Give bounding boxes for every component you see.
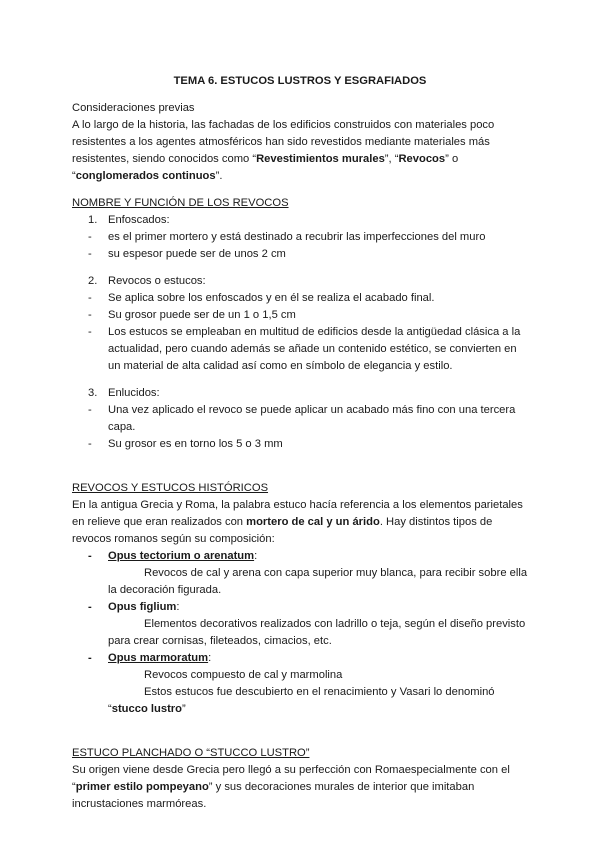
opus-description: Elementos decorativos realizados con ladrillo o teja, según el diseño previsto — [144, 618, 526, 630]
opus-description: Estos estucos fue descubierto en el renacimiento y Vasari lo denominó — [144, 686, 495, 698]
bullet-text-cont: un material de alta calidad así como en símbolo de elegancia y estilo. — [108, 360, 453, 372]
bullet-text-cont: capa. — [108, 421, 136, 433]
opus-marmoratum-label: Opus marmoratum: — [108, 652, 212, 664]
item-label: Enlucidos: — [108, 387, 160, 399]
bullet-text: Su grosor es en torno los 5 o 3 mm — [108, 438, 283, 450]
section-heading-stucco-lustro: ESTUCO PLANCHADO O “STUCCO LUSTRO” — [72, 747, 310, 759]
bullet-dash: - — [88, 292, 92, 304]
opus-description: Revocos compuesto de cal y marmolina — [144, 669, 343, 681]
opus-tectorium-label: Opus tectorium o arenatum: — [108, 550, 258, 562]
opus-figlium-label: Opus figlium: — [108, 601, 180, 613]
opus-description-cont: para crear cornisas, fileteados, cimacios, etc. — [108, 635, 332, 647]
bullet-text: es el primer mortero y está destinado a recubrir las imperfecciones del muro — [108, 231, 486, 243]
section3-line-2: “primer estilo pompeyano” y sus decoraciones murales de interior que imitaban — [72, 781, 475, 793]
bullet-dash: - — [88, 309, 92, 321]
section2-line-2: en relieve que eran realizados con mortero de cal y un árido. Hay distintos tipos de — [72, 516, 493, 528]
intro-line-2: resistentes a los agentes atmosféricos han sido revestidos mediante materiales más — [72, 136, 490, 148]
intro-line-1: A lo largo de la historia, las fachadas de los edificios construidos con materiales poco — [72, 119, 495, 131]
item-number: 3. — [88, 387, 98, 399]
intro-line-3: resistentes, siendo conocidos como “Revestimientos murales”, “Revocos” o — [72, 153, 459, 165]
section-heading-historicos: REVOCOS Y ESTUCOS HISTÓRICOS — [72, 482, 269, 494]
item-number: 2. — [88, 275, 98, 287]
section3-line-3: incrustaciones marmóreas. — [72, 798, 207, 810]
bullet-dash: - — [88, 438, 92, 450]
intro-line-4: “conglomerados continuos”. — [72, 170, 223, 182]
bullet-text-cont: actualidad, pero cuando además se añade un contenido estético, se convierten en — [108, 343, 517, 355]
opus-description-cont: “stucco lustro” — [108, 703, 186, 715]
bullet-dash: - — [88, 326, 92, 338]
section3-line-1: Su origen viene desde Grecia pero llegó a su perfección con Romaespecialmente con el — [72, 764, 510, 776]
bullet-dash: - — [88, 652, 92, 664]
bullet-dash: - — [88, 550, 92, 562]
opus-description: Revocos de cal y arena con capa superior muy blanca, para recibir sobre ella — [144, 567, 528, 579]
bullet-text: Una vez aplicado el revoco se puede aplicar un acabado más fino con una tercera — [108, 404, 516, 416]
bullet-text: su espesor puede ser de unos 2 cm — [108, 248, 286, 260]
bullet-dash: - — [88, 601, 92, 613]
opus-description-cont: la decoración figurada. — [108, 584, 222, 596]
item-label: Enfoscados: — [108, 214, 170, 226]
bullet-text: Los estucos se empleaban en multitud de edificios desde la antigüedad clásica a la — [108, 326, 521, 338]
bullet-text: Se aplica sobre los enfoscados y en él se realiza el acabado final. — [108, 292, 435, 304]
bullet-dash: - — [88, 248, 92, 260]
section2-line-1: En la antigua Grecia y Roma, la palabra estuco hacía referencia a los elementos parietales — [72, 499, 523, 511]
item-number: 1. — [88, 214, 98, 226]
bullet-dash: - — [88, 404, 92, 416]
bullet-text: Su grosor puede ser de un 1 o 1,5 cm — [108, 309, 296, 321]
bullet-dash: - — [88, 231, 92, 243]
intro-heading: Consideraciones previas — [72, 102, 195, 114]
item-label: Revocos o estucos: — [108, 275, 206, 287]
document-title: TEMA 6. ESTUCOS LUSTROS Y ESGRAFIADOS — [173, 75, 427, 87]
section2-line-3: revocos romanos según su composición: — [72, 533, 275, 545]
section-heading-revocos: NOMBRE Y FUNCIÓN DE LOS REVOCOS — [72, 197, 289, 209]
